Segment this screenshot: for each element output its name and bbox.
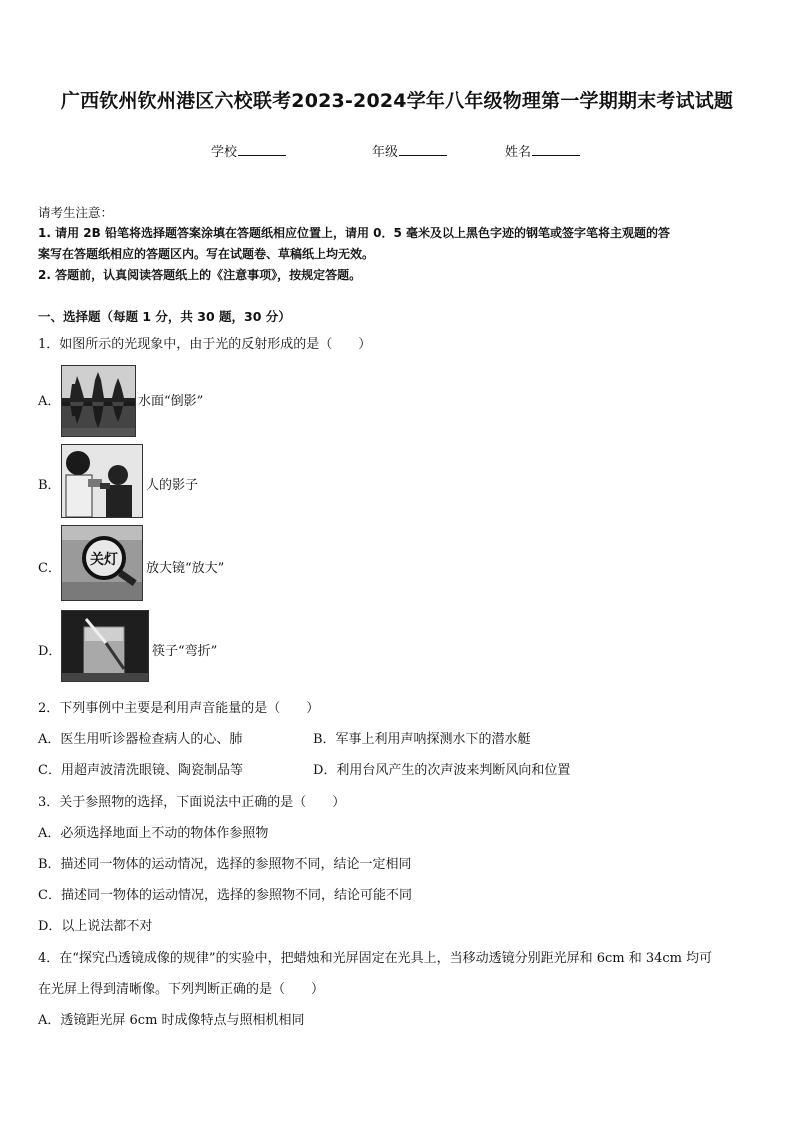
q3-stem: 3．关于参照物的选择，下面说法中正确的是（ ） [38, 795, 346, 810]
school-field [211, 141, 286, 160]
notice-line-2: 2. 答题前，认真阅读答题纸上的《注意事项》，按规定答题。 [38, 268, 362, 282]
notice-heading: 请考生注意： [38, 205, 114, 220]
grade-label: 年级 [372, 145, 399, 160]
q4-stem-line-2: 在光屏上得到清晰像。下列判断正确的是（ ） [38, 982, 325, 997]
chopsticks-photo-icon [61, 610, 149, 682]
q1-stem: 1．如图所示的光现象中，由于光的反射形成的是（ ） [38, 337, 372, 352]
q4-stem-line-1: 4．在“探究凸透镜成像的规律”的实验中，把蜡烛和光屏固定在光具上，当移动透镜分别距光屏和 6cm 和 34cm 均可 [38, 951, 713, 966]
reflection-photo-icon [61, 365, 136, 437]
q2-option-a: A．医生用听诊器检查病人的心、肺 [38, 732, 243, 747]
grade-field [372, 141, 447, 160]
q2-option-c: C．用超声波清洗眼镜、陶瓷制品等 [38, 763, 243, 778]
notice-line-1b: 案写在答题纸相应的答题区内。写在试题卷、草稿纸上均无效。 [38, 247, 375, 261]
q1-option-a-text: 水面“倒影” [138, 394, 204, 409]
name-label: 姓名 [505, 145, 532, 160]
q3-option-b: B．描述同一物体的运动情况，选择的参照物不同，结论一定相同 [38, 857, 412, 872]
school-blank [238, 142, 286, 156]
q2-stem: 2．下列事例中主要是利用声音能量的是（ ） [38, 701, 320, 716]
q2-option-d: D．利用台风产生的次声波来判断风向和位置 [313, 763, 571, 778]
q1-option-c-letter: C． [38, 561, 61, 576]
q4-option-a: A．透镜距光屏 6cm 时成像特点与照相机相同 [38, 1013, 305, 1028]
name-blank [532, 142, 580, 156]
grade-blank [399, 142, 447, 156]
q1-option-c-text: 放大镜“放大” [146, 561, 225, 576]
page-title: 广西钦州钦州港区六校联考2023-2024学年八年级物理第一学期期末考试试题 [60, 90, 734, 112]
school-label: 学校 [211, 145, 238, 160]
q3-option-a: A．必须选择地面上不动的物体作参照物 [38, 826, 269, 841]
q1-option-a-letter: A． [38, 394, 61, 409]
q3-option-d: D．以上说法都不对 [38, 919, 153, 934]
q1-option-b-text: 人的影子 [146, 478, 199, 493]
section-heading: 一、选择题（每题 1 分，共 30 题，30 分） [38, 309, 291, 324]
svg-text:关灯: 关灯 [90, 552, 118, 568]
notice-line-1: 1. 请用 2B 铅笔将选择题答案涂填在答题纸相应位置上，请用 0．5 毫米及以上黑色字迹的钢笔或签字笔将主观题的答 [38, 226, 670, 240]
name-field [505, 141, 580, 160]
shadow-photo-icon [61, 444, 143, 518]
q1-option-b-letter: B． [38, 478, 61, 493]
q3-option-c: C．描述同一物体的运动情况，选择的参照物不同，结论可能不同 [38, 888, 412, 903]
magnifier-photo-icon [61, 525, 143, 601]
q1-option-d-text: 筷子“弯折” [152, 644, 218, 659]
q1-option-d-letter: D． [38, 644, 62, 659]
q2-option-b: B．军事上利用声呐探测水下的潜水艇 [313, 732, 531, 747]
